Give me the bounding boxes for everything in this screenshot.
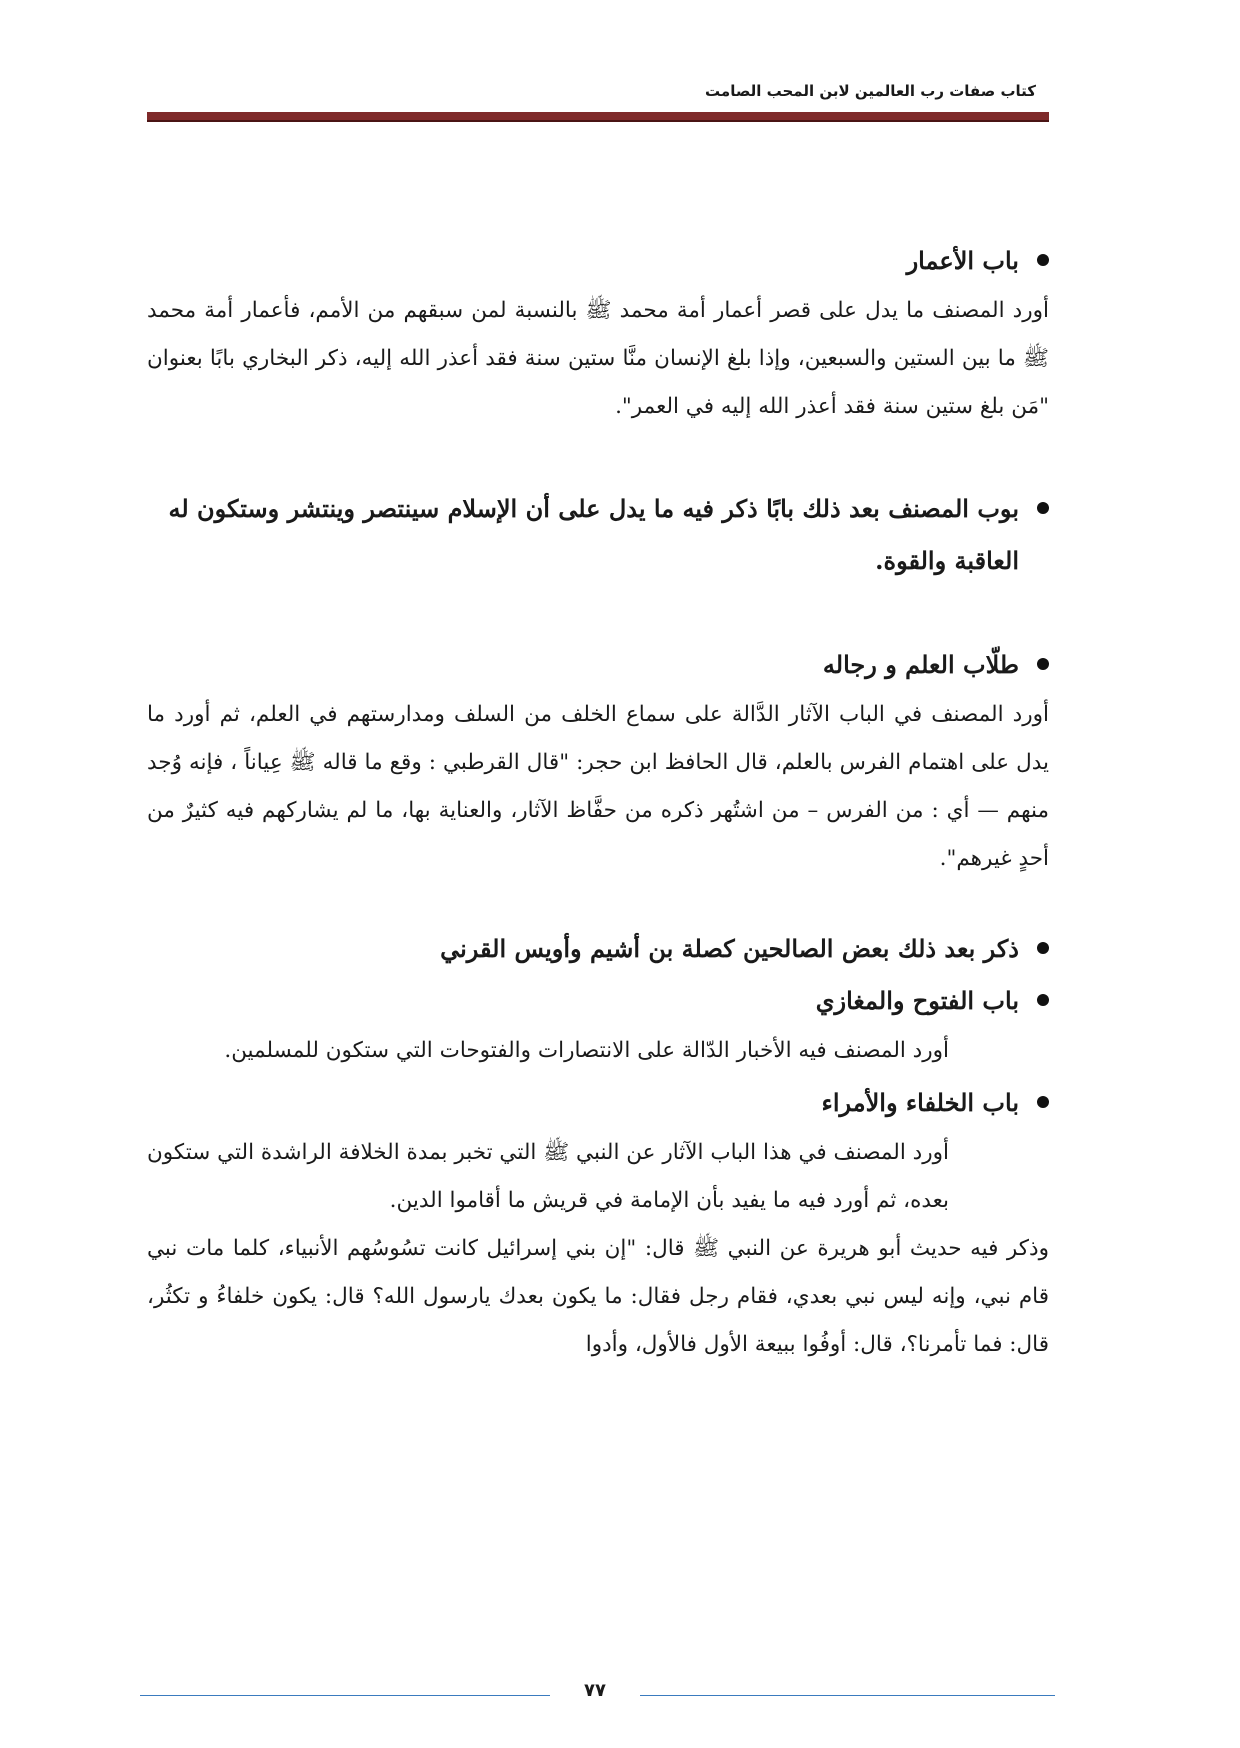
- section-heading-islam-victory: [147, 483, 1049, 587]
- running-header-title: كتاب صفات رب العالمين لابن المحب الصامت: [705, 82, 1036, 100]
- section-heading-righteous: [147, 923, 1049, 975]
- bullet-icon: [1037, 942, 1049, 954]
- heading-text: طلّاب العلم و رجاله: [822, 650, 1019, 679]
- section-paragraph-conquests: أورد المصنف فيه الأخبار الدّالة على الانتصارات والفتوحات التي ستكون للمسلمين.: [224, 1038, 949, 1063]
- bullet-icon: [1037, 994, 1049, 1006]
- heading-text: ذكر بعد ذلك بعض الصالحين كصلة بن أشيم وأويس القرني: [440, 934, 1019, 963]
- section-paragraph-caliphs: أورد المصنف في هذا الباب الآثار عن النبي ﷺ التي تخبر بمدة الخلافة الراشدة التي ستكون بعده، ثم أورد فيه ما يفيد بأن الإمامة في قريش ما أقاموا الدين.: [147, 1140, 949, 1213]
- section-heading-conquests: [147, 975, 1049, 1027]
- page-number: ٧٧: [584, 1680, 606, 1701]
- footer-rule-left: [140, 1695, 550, 1696]
- bullet-icon: [1037, 502, 1049, 514]
- section-paragraph-students: أورد المصنف في الباب الآثار الدَّالة على سماع الخلف من السلف ومدارستهم في العلم، ثم أورد ما يدل على اهتمام الفرس بالعلم، قال الحافظ ابن حجر: "قال القرطبي : وقع ما قاله ﷺ عِياناً ، فإنه وُجد منهم — أي : من الفرس – من اشتُهر ذكره من حفَّاظ الآثار، والعناية بها، ما لم يشاركهم فيه كثيرٌ من أحدٍ غيرهم".: [147, 702, 1049, 871]
- section-heading-ages: [147, 235, 1049, 287]
- bullet-icon: [1037, 254, 1049, 266]
- heading-text: باب الفتوح والمغازي: [815, 986, 1019, 1015]
- section-paragraph-ages: أورد المصنف ما يدل على قصر أعمار أمة محمد ﷺ بالنسبة لمن سبقهم من الأمم، فأعمار أمة محمد ﷺ ما بين الستين والسبعين، وإذا بلغ الإنسان منَّا ستين سنة فقد أعذر الله إليه، ذكر البخاري بابًا بعنوان "مَن بلغ ستين سنة فقد أعذر الله إليه في العمر".: [147, 298, 1049, 419]
- bullet-icon: [1037, 1096, 1049, 1108]
- bullet-icon: [1037, 658, 1049, 670]
- section-heading-students: [147, 639, 1049, 691]
- heading-text: باب الأعمار: [906, 246, 1019, 275]
- section-paragraph-caliphs-hadith: وذكر فيه حديث أبو هريرة عن النبي ﷺ قال: "إن بني إسرائيل كانت تسُوسُهم الأنبياء، كلما مات نبي قام نبي، وإنه ليس نبي بعدي، فقام رجل فقال: ما يكون بعدك يارسول الله؟ قال: يكون خلفاءُ و تكثُر، قال: فما تأمرنا؟، قال: أوفُوا ببيعة الأول فالأول، وأدوا: [147, 1236, 1049, 1357]
- section-heading-caliphs: [147, 1077, 1049, 1129]
- footer-rule-right: [640, 1695, 1055, 1696]
- page-body: [147, 235, 1049, 1369]
- heading-text: باب الخلفاء والأمراء: [821, 1088, 1019, 1117]
- header-rule: [147, 112, 1049, 122]
- heading-text: بوب المصنف بعد ذلك بابًا ذكر فيه ما يدل على أن الإسلام سينتصر وينتشر وستكون له العاقبة والقوة.: [168, 494, 1019, 575]
